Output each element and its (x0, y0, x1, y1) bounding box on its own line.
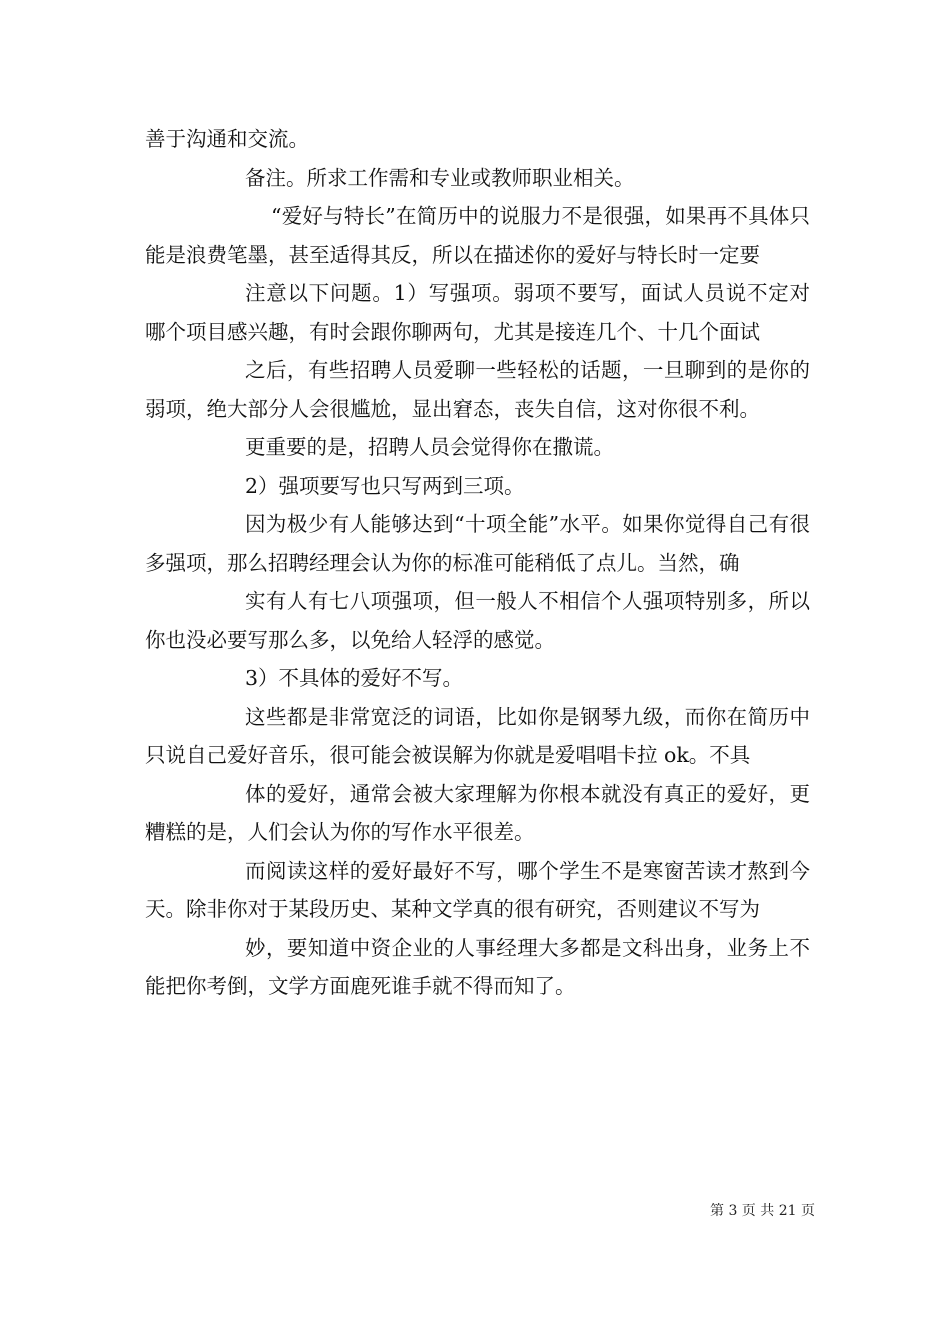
page-number-footer: 第 3 页 共 21 页 (710, 1203, 815, 1219)
paragraph-6: 更重要的是，招聘人员会觉得你在撒谎。 (245, 435, 614, 459)
paragraph-8: 因为极少有人能够达到“十项全能”水平。如果你觉得自己有很多强项，那么招聘经理会认为你的标准可能稍低了点儿。当然，确 (145, 512, 810, 575)
paragraph-9: 实有人有七八项强项，但一般人不相信个人强项特别多，所以你也没必要写那么多，以免给人轻浮的感觉。 (145, 589, 810, 652)
paragraph-2: 备注。所求工作需和专业或教师职业相关。 (245, 165, 635, 190)
paragraph-7: 2）强项要写也只写两到三项。 (245, 473, 525, 498)
paragraph-10: 3）不具体的爱好不写。 (245, 666, 464, 690)
paragraph-12: 体的爱好，通常会被大家理解为你根本就没有真正的爱好，更糟糕的是，人们会认为你的写作水平很差。 (145, 781, 810, 844)
paragraph-1: 善于沟通和交流。 (145, 127, 309, 151)
paragraph-11: 这些都是非常宽泛的词语，比如你是钢琴九级，而你在简历中只说自己爱好音乐，很可能会被误解为你就是爱唱唱卡拉 ok。不具 (145, 704, 810, 767)
paragraph-3: “爱好与特长”在简历中的说服力不是很强，如果再不具体只能是浪费笔墨，甚至适得其反，所以在描述你的爱好与特长时一定要 (145, 204, 810, 267)
document-body (145, 120, 810, 1006)
paragraph-14: 妙，要知道中资企业的人事经理大多都是文科出身，业务上不能把你考倒，文学方面鹿死谁手就不得而知了。 (145, 935, 810, 998)
paragraph-13: 而阅读这样的爱好最好不写，哪个学生不是寒窗苦读才熬到今天。除非你对于某段历史、某种文学真的很有研究，否则建议不写为 (145, 858, 810, 921)
paragraph-4: 注意以下问题。1）写强项。弱项不要写，面试人员说不定对哪个项目感兴趣，有时会跟你聊两句，尤其是接连几个、十几个面试 (145, 281, 810, 344)
paragraph-5: 之后，有些招聘人员爱聊一些轻松的话题，一旦聊到的是你的弱项，绝大部分人会很尴尬，显出窘态，丧失自信，这对你很不利。 (145, 358, 810, 421)
